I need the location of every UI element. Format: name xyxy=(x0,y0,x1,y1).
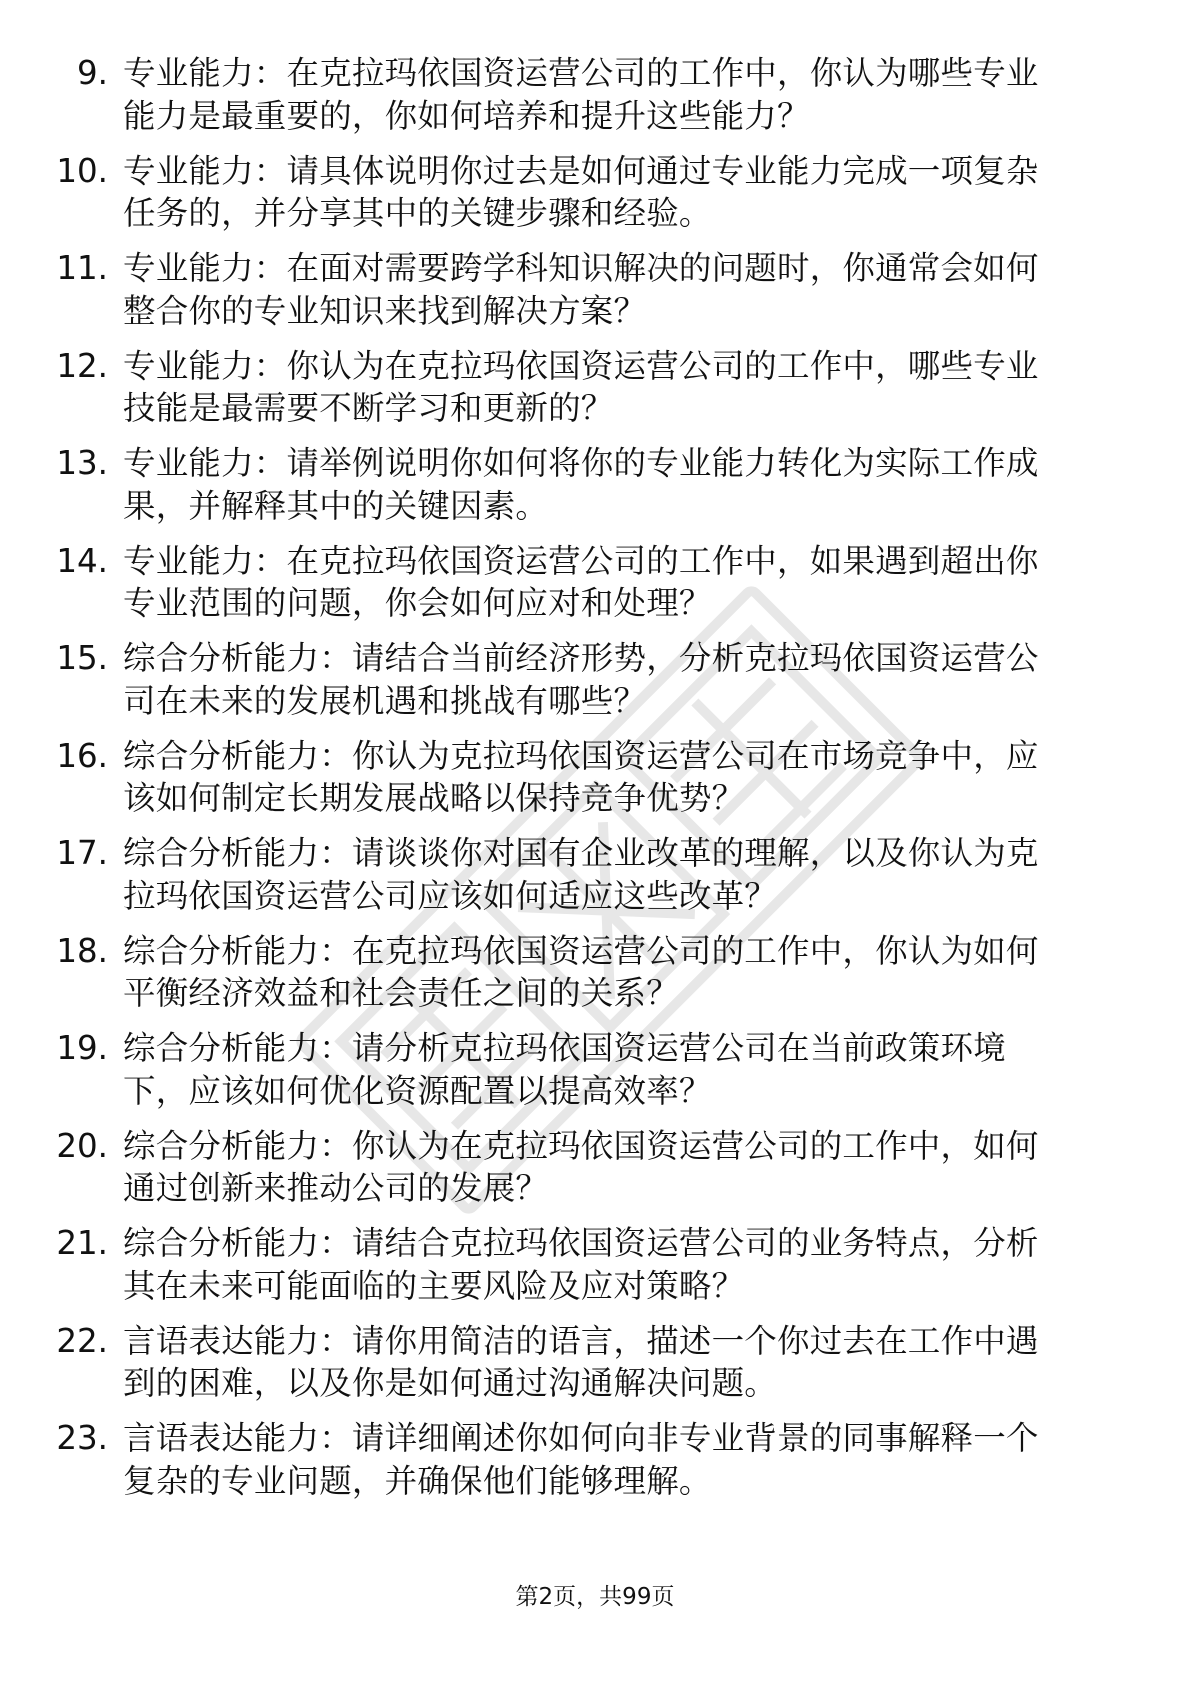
question-line: 综合分析能力：你认为克拉玛依国资运营公司在市场竞争中，应 xyxy=(123,736,1039,775)
question-text xyxy=(123,150,1089,235)
question-number: 11. xyxy=(56,249,108,287)
question-line: 平衡经济效益和社会责任之间的关系？ xyxy=(123,974,679,1012)
question-line: 专业能力：在克拉玛依国资运营公司的工作中，如果遇到超出你 xyxy=(123,541,1039,580)
question-line: 综合分析能力：在克拉玛依国资运营公司的工作中，你认为如何 xyxy=(123,931,1039,970)
question-text xyxy=(123,1222,1089,1307)
question-text xyxy=(123,1027,1089,1112)
question-line: 下，应该如何优化资源配置以提高效率？ xyxy=(123,1071,712,1110)
question-line: 专业范围的问题，你会如何应对和处理？ xyxy=(123,584,712,622)
question-number: 23. xyxy=(56,1419,108,1457)
question-text xyxy=(123,637,1089,722)
question-line: 综合分析能力：请结合克拉玛依国资运营公司的业务特点，分析 xyxy=(123,1224,1039,1262)
question-text xyxy=(123,1320,1089,1405)
question-line: 通过创新来推动公司的发展？ xyxy=(123,1169,549,1207)
question-number: 12. xyxy=(56,346,108,385)
question-line: 专业能力：在克拉玛依国资运营公司的工作中，你认为哪些专业 xyxy=(123,54,1039,92)
question-line: 任务的，并分享其中的关键步骤和经验。 xyxy=(123,194,712,232)
question-item xyxy=(52,1417,1112,1515)
question-number: 15. xyxy=(56,639,108,677)
question-item xyxy=(52,1125,1112,1223)
question-item xyxy=(52,832,1112,930)
question-line: 果，并解释其中的关键因素。 xyxy=(123,486,549,525)
question-item xyxy=(52,930,1112,1028)
question-line: 专业能力：在面对需要跨学科知识解决的问题时，你通常会如何 xyxy=(123,249,1039,287)
question-line: 专业能力：你认为在克拉玛依国资运营公司的工作中，哪些专业 xyxy=(123,346,1039,385)
question-item xyxy=(52,1027,1112,1125)
question-line: 该如何制定长期发展战略以保持竞争优势？ xyxy=(123,779,745,817)
question-item xyxy=(52,637,1112,735)
question-number: 20. xyxy=(56,1126,108,1165)
question-line: 专业能力：请具体说明你过去是如何通过专业能力完成一项复杂 xyxy=(123,151,1039,190)
question-text xyxy=(123,540,1089,625)
question-item xyxy=(52,345,1112,443)
question-text xyxy=(123,735,1089,820)
question-number: 21. xyxy=(56,1224,108,1262)
question-line: 技能是最需要不断学习和更新的？ xyxy=(123,389,614,427)
question-number: 9. xyxy=(76,54,108,92)
question-number: 17. xyxy=(56,834,108,872)
question-line: 综合分析能力：你认为在克拉玛依国资运营公司的工作中，如何 xyxy=(123,1126,1039,1165)
question-number: 22. xyxy=(56,1321,108,1360)
question-item xyxy=(52,735,1112,833)
question-text xyxy=(123,832,1089,917)
question-text xyxy=(123,52,1089,137)
page-number: 第2页，共99页 xyxy=(515,1584,675,1610)
question-item xyxy=(52,247,1112,345)
question-line: 言语表达能力：请详细阐述你如何向非专业背景的同事解释一个 xyxy=(123,1419,1039,1457)
question-line: 司在未来的发展机遇和挑战有哪些？ xyxy=(123,681,647,720)
question-line: 综合分析能力：请结合当前经济形势，分析克拉玛依国资运营公 xyxy=(123,639,1039,677)
question-text xyxy=(123,247,1089,332)
question-line: 综合分析能力：请谈谈你对国有企业改革的理解，以及你认为克 xyxy=(123,834,1039,872)
question-text xyxy=(123,1125,1089,1210)
question-number: 19. xyxy=(56,1029,108,1067)
question-line: 能力是最重要的，你如何培养和提升这些能力？ xyxy=(123,96,810,135)
question-number: 10. xyxy=(56,151,108,190)
question-text xyxy=(123,442,1089,527)
question-line: 整合你的专业知识来找到解决方案？ xyxy=(123,291,647,330)
question-line: 综合分析能力：请分析克拉玛依国资运营公司在当前政策环境 xyxy=(123,1029,1006,1067)
question-item xyxy=(52,1320,1112,1418)
question-list xyxy=(52,52,1112,1515)
question-item xyxy=(52,1222,1112,1320)
question-number: 14. xyxy=(56,541,108,580)
question-number: 16. xyxy=(56,736,108,775)
question-line: 拉玛依国资运营公司应该如何适应这些改革？ xyxy=(123,876,778,915)
question-line: 到的困难，以及你是如何通过沟通解决问题。 xyxy=(123,1364,778,1402)
question-item xyxy=(52,52,1112,150)
question-item xyxy=(52,150,1112,248)
question-text xyxy=(123,930,1089,1015)
question-item xyxy=(52,442,1112,540)
question-line: 专业能力：请举例说明你如何将你的专业能力转化为实际工作成 xyxy=(123,444,1039,482)
question-text xyxy=(123,1417,1089,1502)
question-number: 18. xyxy=(56,931,108,970)
question-text xyxy=(123,345,1089,430)
question-item xyxy=(52,540,1112,638)
question-line: 其在未来可能面临的主要风险及应对策略？ xyxy=(123,1266,745,1305)
question-line: 言语表达能力：请你用简洁的语言，描述一个你过去在工作中遇 xyxy=(123,1321,1039,1360)
question-number: 13. xyxy=(56,444,108,482)
question-line: 复杂的专业问题，并确保他们能够理解。 xyxy=(123,1461,712,1500)
